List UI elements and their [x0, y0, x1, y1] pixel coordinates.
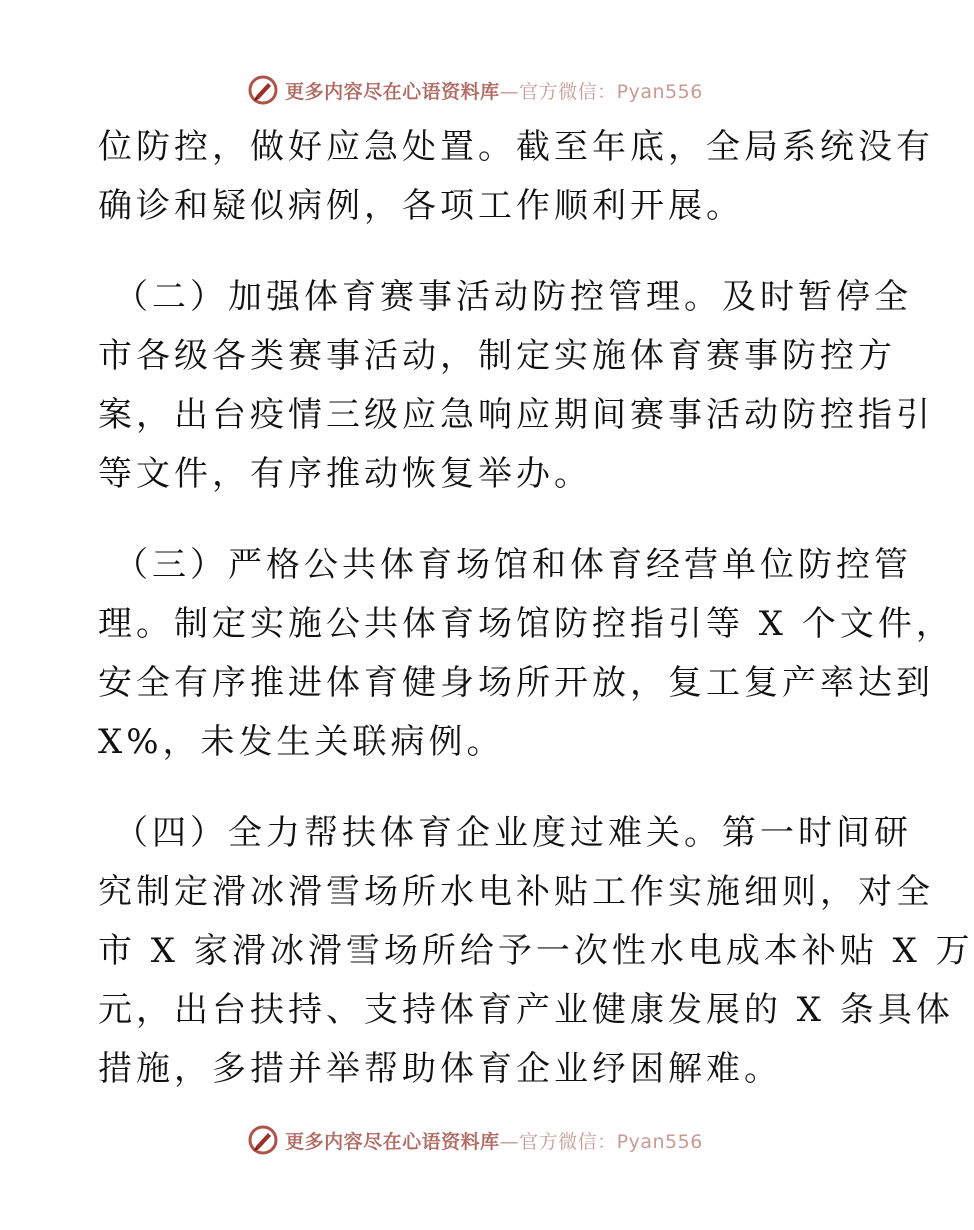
watermark-lead: 更多内容尽在心语资料库: [285, 80, 500, 103]
text-line: 案，出台疫情三级应急响应期间赛事活动防控指引: [98, 395, 934, 435]
pen-logo-icon: [247, 1124, 279, 1156]
document-body: [98, 118, 974, 1099]
text-line: 究制定滑冰滑雪场所水电补贴工作实施细则，对全: [98, 872, 934, 912]
watermark-text: [285, 77, 703, 104]
paragraph-2: [98, 268, 934, 504]
pen-logo-icon: [247, 74, 279, 106]
header-watermark: [0, 72, 950, 108]
text-line: 元，出台扶持、支持体育产业健康发展的 X 条具体: [98, 990, 954, 1030]
text-line: 措施，多措并举帮助体育企业纾困解难。: [98, 1049, 782, 1089]
watermark-tail: —官方微信：Pyan556: [499, 1130, 703, 1153]
text-line: 市 X 家滑冰滑雪场所给予一次性水电成本补贴 X 万: [98, 931, 974, 971]
text-line: （三）严格公共体育场馆和体育经营单位防控管: [114, 545, 912, 585]
text-line: （二）加强体育赛事活动防控管理。及时暂停全: [114, 277, 912, 317]
footer-watermark: [0, 1122, 950, 1158]
paragraph-4: [98, 804, 974, 1099]
watermark-tail: —官方微信：Pyan556: [499, 80, 703, 103]
text-line: 理。制定实施公共体育场馆防控指引等 X 个文件，: [98, 604, 954, 644]
text-line: 市各级各类赛事活动，制定实施体育赛事防控方: [98, 336, 896, 376]
watermark-text: [285, 1127, 703, 1154]
text-line: 安全有序推进体育健身场所开放，复工复产率达到: [98, 663, 934, 703]
text-line: 确诊和疑似病例，各项工作顺利开展。: [98, 186, 744, 226]
text-line: 等文件，有序推动恢复举办。: [98, 454, 592, 494]
paragraph-3: [98, 536, 954, 772]
text-line: 位防控，做好应急处置。截至年底，全局系统没有: [98, 127, 934, 167]
watermark-lead: 更多内容尽在心语资料库: [285, 1130, 500, 1153]
text-line: （四）全力帮扶体育企业度过难关。第一时间研: [114, 813, 912, 853]
paragraph-1: [98, 118, 934, 236]
text-line: X%，未发生关联病例。: [98, 722, 505, 762]
